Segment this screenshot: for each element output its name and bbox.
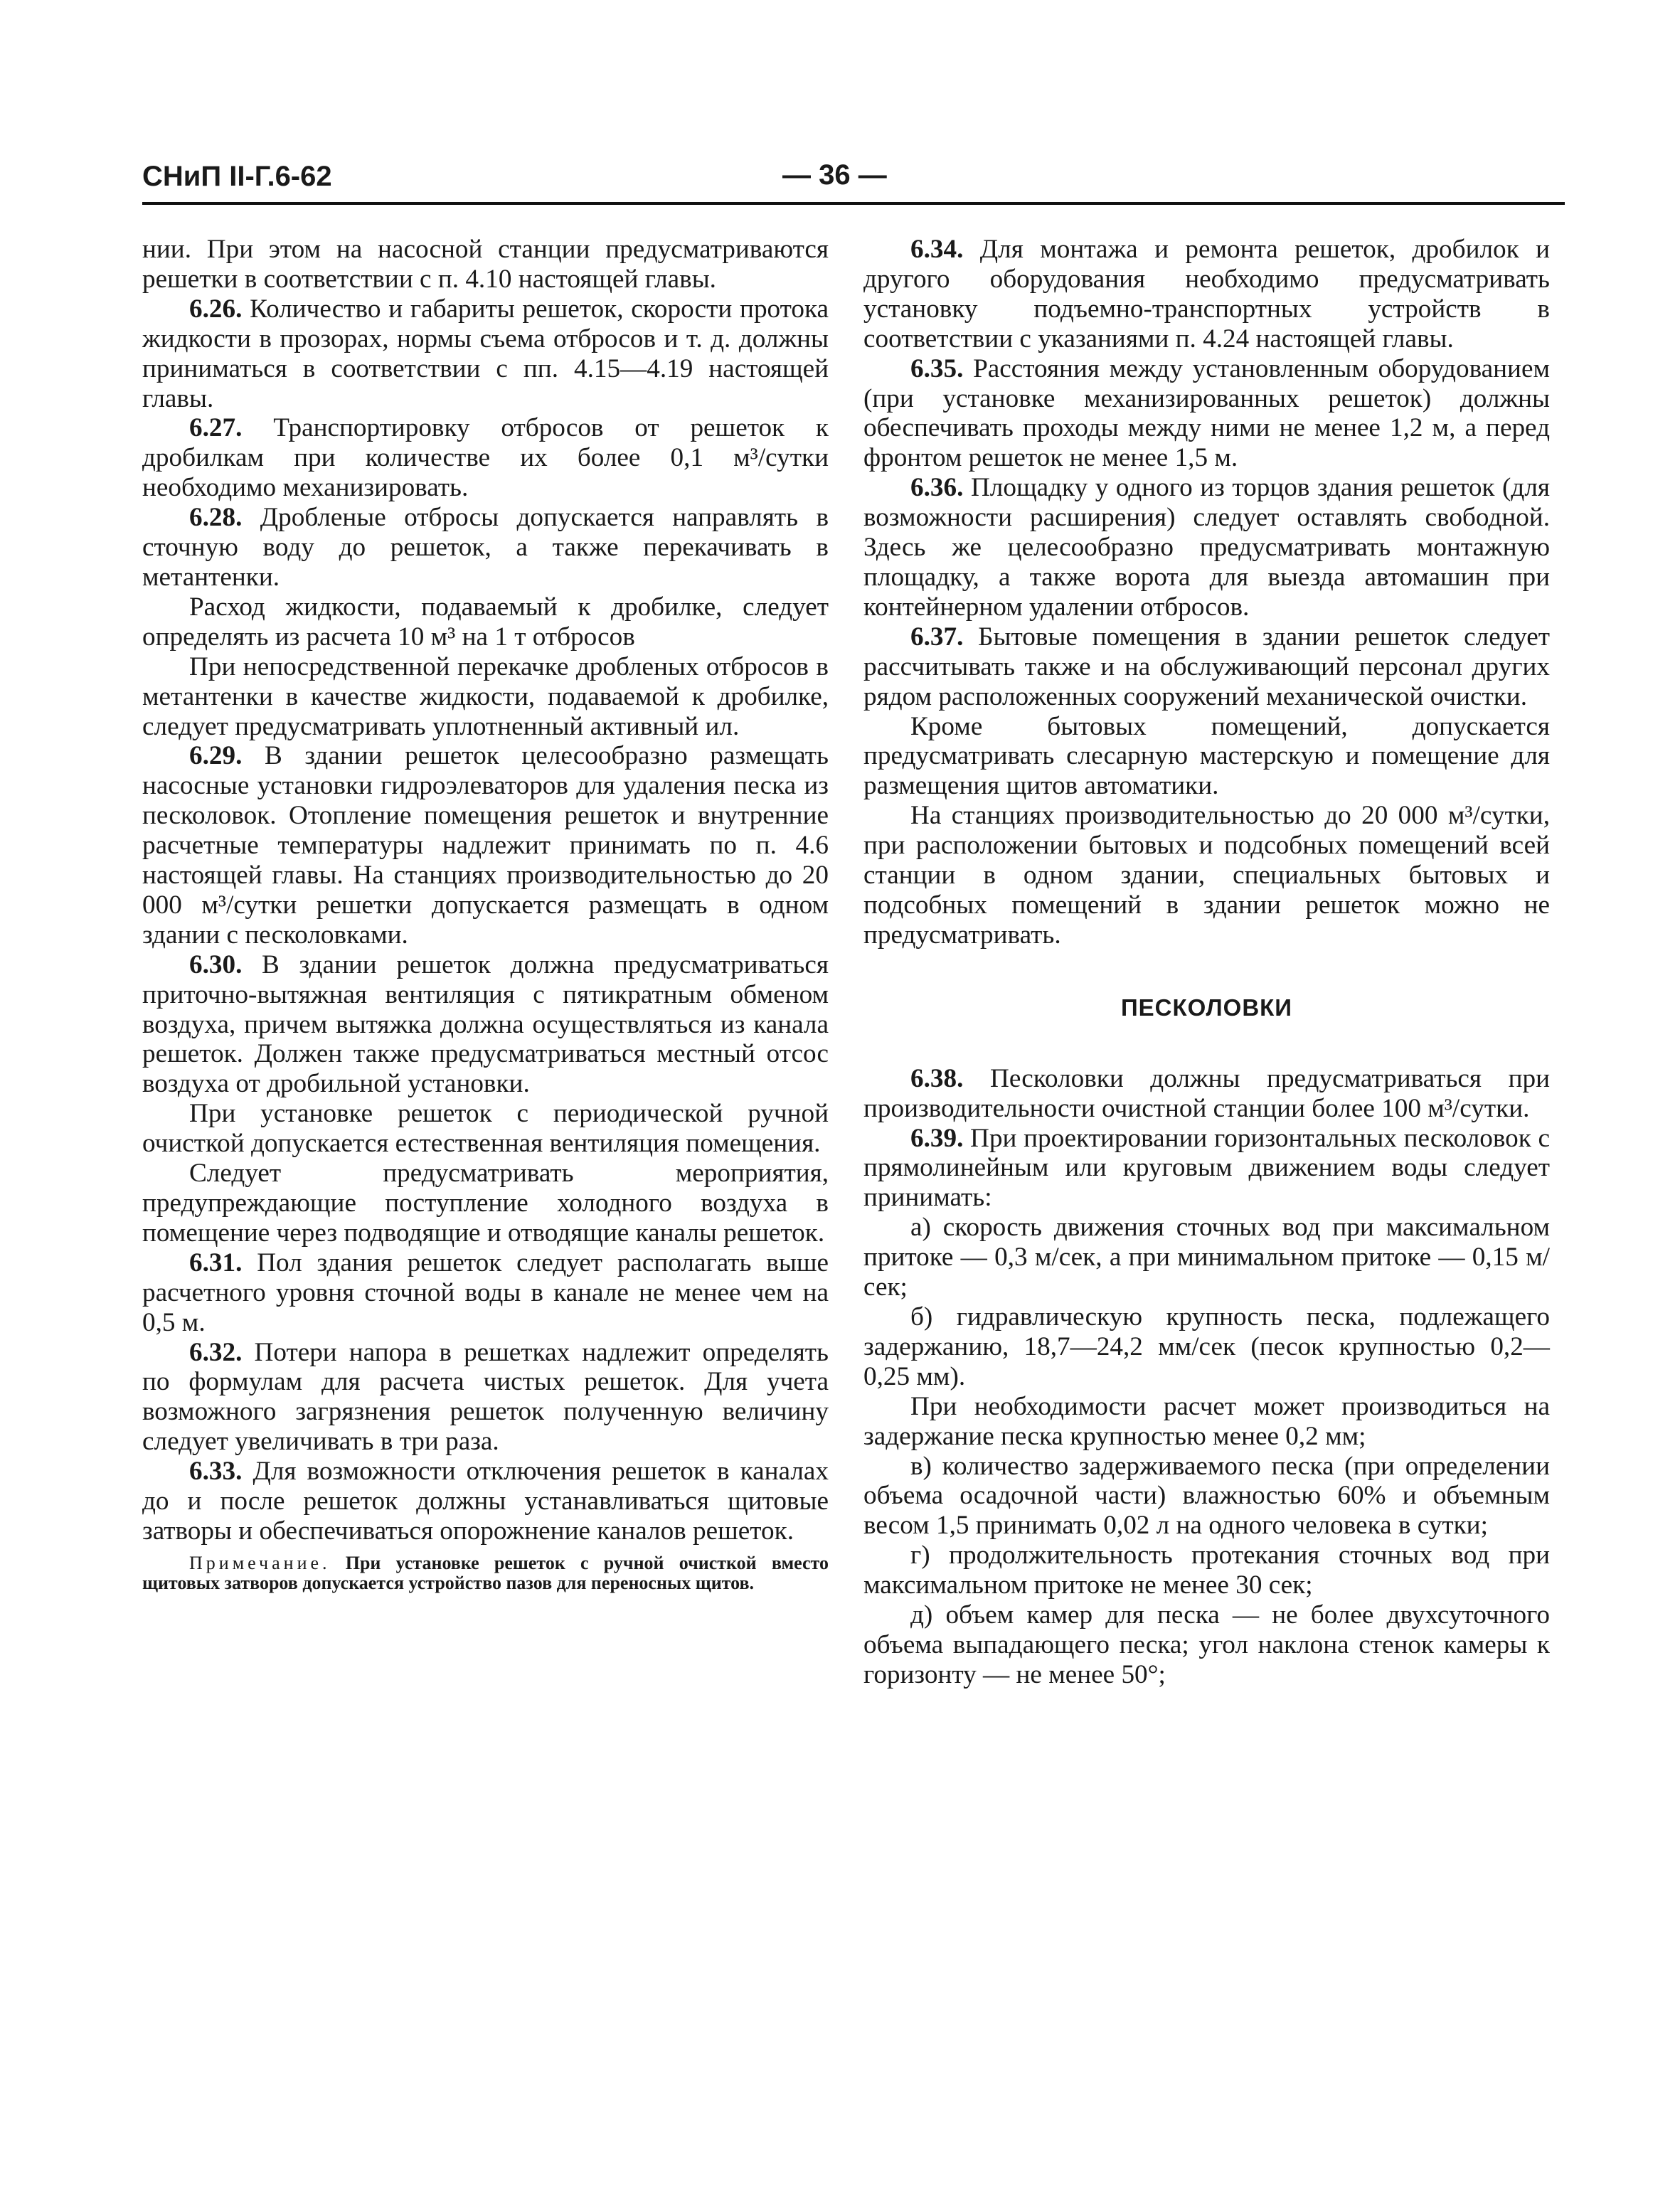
- paragraph: 6.29. В здании решеток целесообразно размещать насосные установки гидроэлеваторов для удаления песка из песколовок. Отопление помещения решеток и внутренние расчетные температуры надлежит принимать по п. 4.6 настоящей главы. На станциях производительностью до 20 000 м³/сутки решетки допускается размещать в одном здании с песколовками.: [142, 741, 829, 950]
- document-code: СНиП II-Г.6-62: [142, 161, 332, 192]
- paragraph: 6.39. При проектировании горизонтальных песколовок с прямолинейным или круговым движением воды следует принимать:: [863, 1123, 1550, 1213]
- paragraph: 6.31. Пол здания решеток следует располагать выше расчетного уровня сточной воды в канале не менее чем на 0,5 м.: [142, 1248, 829, 1337]
- right-column: [863, 235, 1550, 1690]
- paragraph: а) скорость движения сточных вод при максимальном притоке — 0,3 м/сек, а при минимальном притоке — 0,15 м/сек;: [863, 1213, 1550, 1302]
- note: Примечание. При установке решеток с ручной очисткой вместо щитовых затворов допускается устройство пазов для переносных щитов.: [142, 1552, 829, 1593]
- paragraph: 6.32. Потери напора в решетках надлежит определять по формулам для расчета чистых решеток. Для учета возможного загрязнения решеток полученную величину следует увеличивать в три раза.: [142, 1337, 829, 1457]
- paragraph: 6.35. Расстояния между установленным оборудованием (при установке механизированных решеток) должны обеспечивать проходы между ними не менее 1,2 м, а перед фронтом решеток не менее 1,5 м.: [863, 353, 1550, 473]
- paragraph: 6.36. Площадку у одного из торцов здания решеток (для возможности расширения) следует оставлять свободной. Здесь же целесообразно предусматривать монтажную площадку, а также ворота для выезда автомашин при контейнерном удалении отбросов.: [863, 473, 1551, 622]
- paragraph: 6.38. Песколовки должны предусматриваться при производительности очистной станции более 100 м³/сутки.: [863, 1063, 1551, 1123]
- paragraph: 6.37. Бытовые помещения в здании решеток следует рассчитывать также и на обслуживающий персонал других рядом расположенных сооружений механической очистки.: [863, 622, 1550, 711]
- paragraph: 6.27. Транспортировку отбросов от решеток к дробилкам при количестве их более 0,1 м³/сутки необходимо механизировать.: [142, 413, 829, 503]
- paragraph: г) продолжительность протекания сточных вод при максимальном притоке не менее 30 сек;: [863, 1541, 1550, 1600]
- paragraph: б) гидравлическую крупность песка, подлежащего задержанию, 18,7—24,2 мм/сек (песок крупностью 0,2—0,25 мм).: [863, 1302, 1550, 1391]
- left-column: [142, 235, 829, 1593]
- paragraph: 6.26. Количество и габариты решеток, скорости протока жидкости в прозорах, нормы съема отбросов и т. д. должны приниматься в соответствии с пп. 4.15—4.19 настоящей главы.: [142, 294, 829, 413]
- paragraph: в) количество задерживаемого песка (при определении объема осадочной части) влажностью 60% и объемным весом 1,5 принимать 0,02 л на одного человека в сутки;: [863, 1451, 1550, 1541]
- paragraph: 6.28. Дробленые отбросы допускается направлять в сточную воду до решеток, а также перекачивать в метантенки.: [142, 503, 829, 592]
- paragraph: При необходимости расчет может производиться на задержание песка крупностью менее 0,2 мм;: [863, 1391, 1550, 1451]
- paragraph: Следует предусматривать мероприятия, предупреждающие поступление холодного воздуха в помещение через подводящие и отводящие каналы решеток.: [142, 1159, 829, 1248]
- paragraph: При непосредственной перекачке дробленых отбросов в метантенки в качестве жидкости, подаваемой к дробилке, следует предусматривать уплотненный активный ил.: [142, 652, 829, 741]
- page-number: — 36 —: [782, 159, 887, 191]
- paragraph: При установке решеток с периодической ручной очисткой допускается естественная вентиляция помещения.: [142, 1099, 829, 1159]
- page-header: [142, 158, 1565, 205]
- paragraph: 6.30. В здании решеток должна предусматриваться приточно-вытяжная вентиляция с пятикратным обменом воздуха, причем вытяжка должна осуществляться из канала решеток. Должен также предусматриваться местный отсос воздуха от дробильной установки.: [142, 950, 829, 1099]
- paragraph: Кроме бытовых помещений, допускается предусматривать слесарную мастерскую и помещение для размещения щитов автоматики.: [863, 711, 1550, 801]
- paragraph: 6.33. Для возможности отключения решеток в каналах до и после решеток должны устанавливаться щитовые затворы и обеспечиваться опорожнение каналов решеток.: [142, 1457, 829, 1546]
- paragraph: На станциях производительностью до 20 000 м³/сутки, при расположении бытовых и подсобных помещений всей станции в одном здании, специальных бытовых и подсобных помещений в здании решеток можно не предусматривать.: [863, 801, 1550, 950]
- paragraph: д) объем камер для песка — не более двухсуточного объема выпадающего песка; угол наклона стенок камеры к горизонту — не менее 50°;: [863, 1600, 1550, 1689]
- paragraph: нии. При этом на насосной станции предусматриваются решетки в соответствии с п. 4.10 настоящей главы.: [142, 235, 829, 294]
- paragraph: 6.34. Для монтажа и ремонта решеток, дробилок и другого оборудования необходимо предусматривать установку подъемно-транспортных устройств в соответствии с указаниями п. 4.24 настоящей главы.: [863, 235, 1551, 353]
- paragraph: Расход жидкости, подаваемый к дробилке, следует определять из расчета 10 м³ на 1 т отбросов: [142, 592, 829, 652]
- section-title: ПЕСКОЛОВКИ: [1120, 994, 1293, 1021]
